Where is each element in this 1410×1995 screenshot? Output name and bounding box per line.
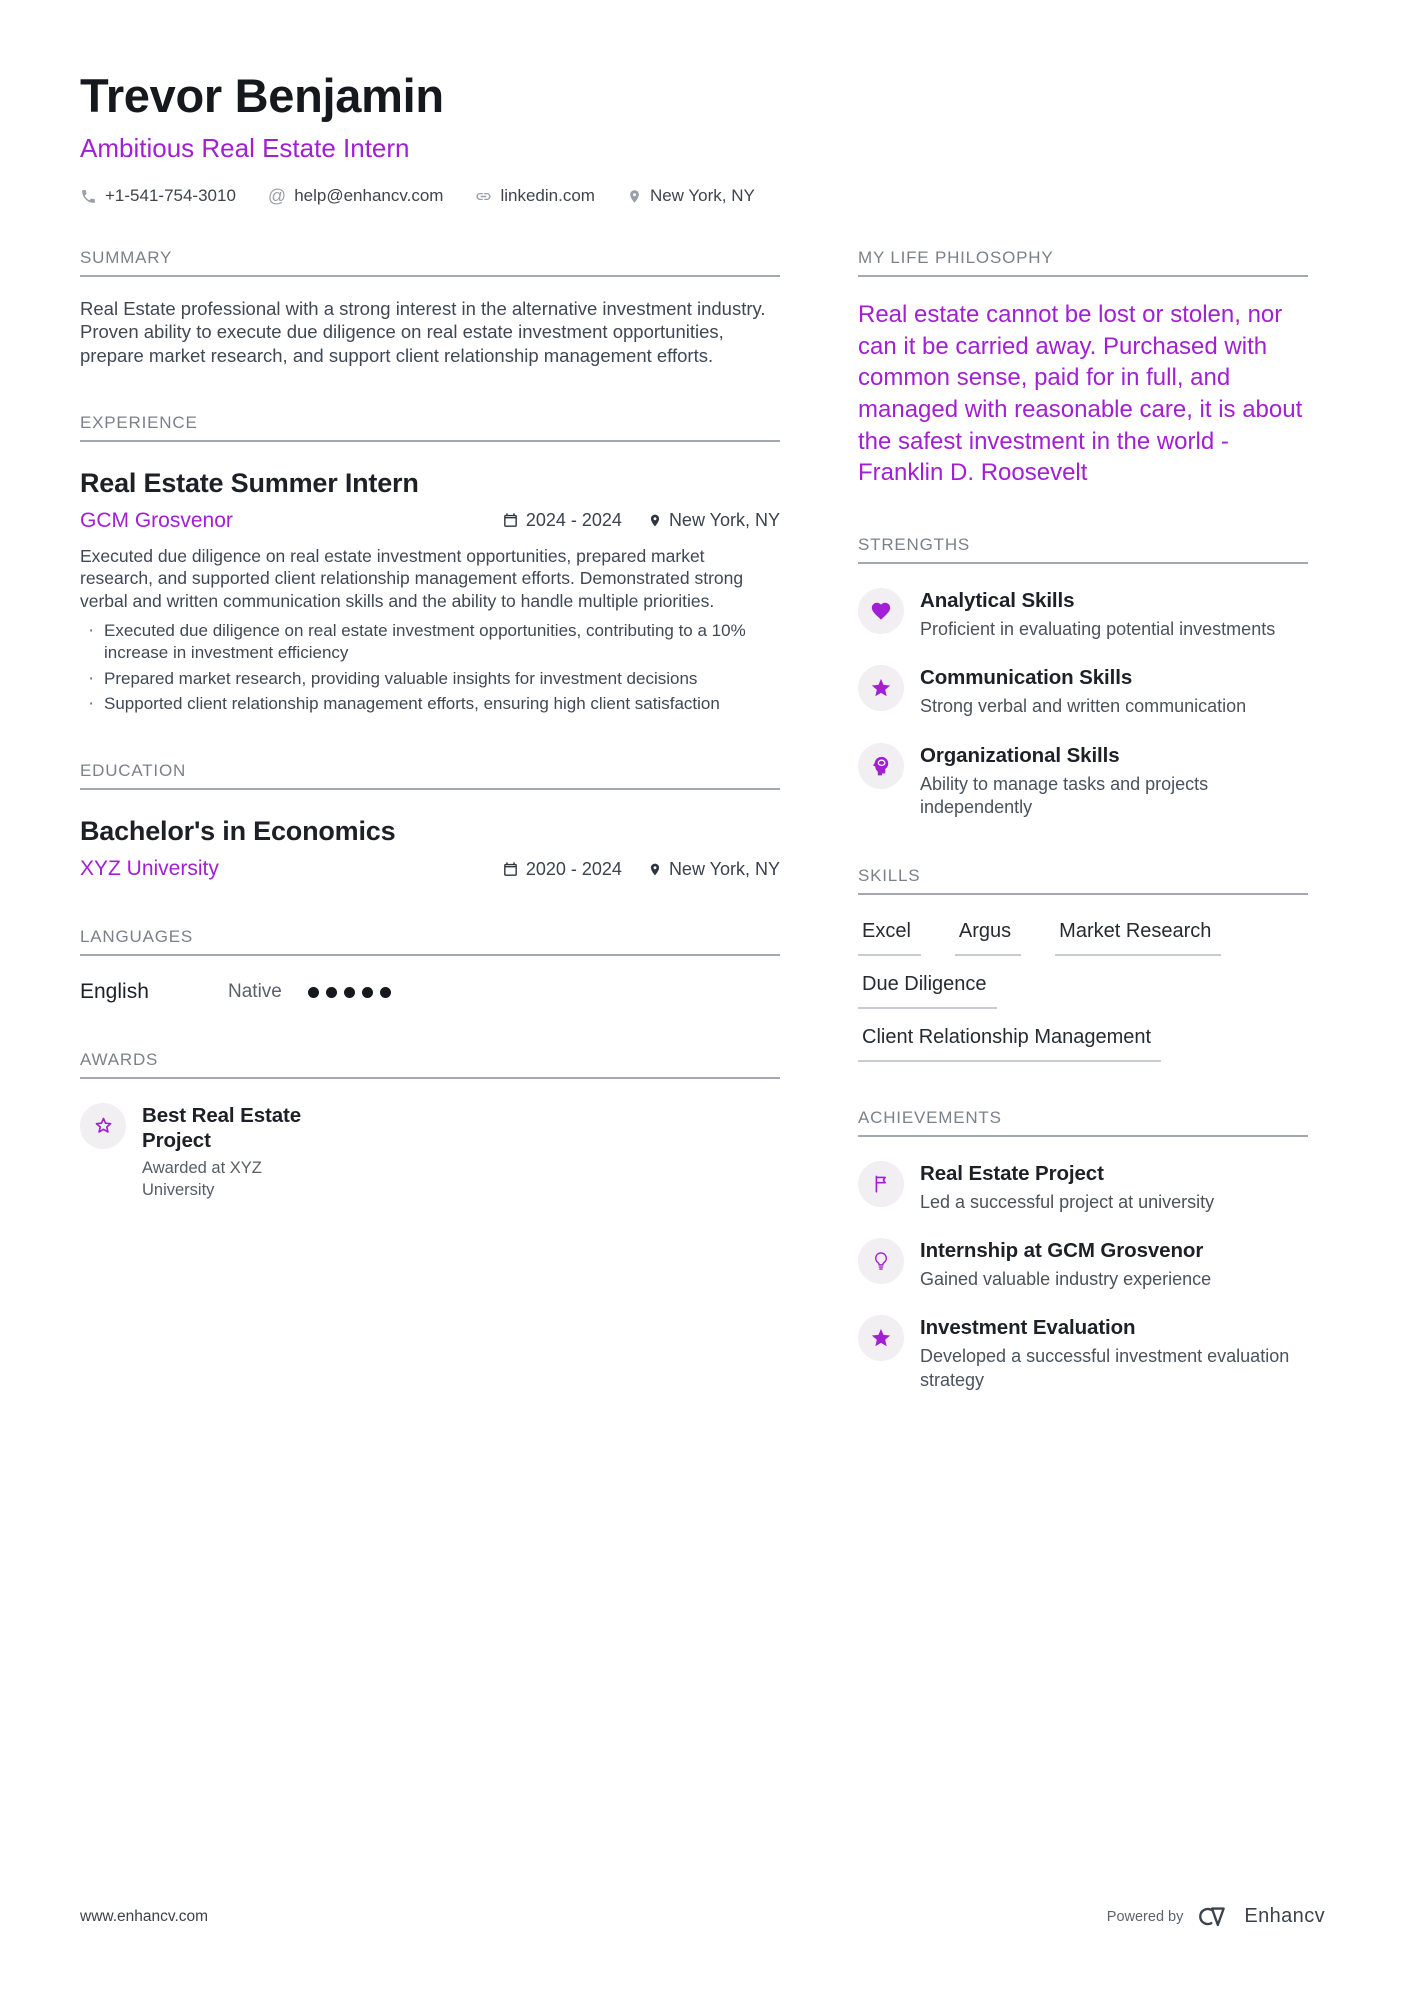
contact-location: [627, 186, 755, 206]
location-pin-icon: [648, 861, 662, 878]
experience-description: Executed due diligence on real estate investment opportunities, prepared market research, and supported client relationship management efforts. Demonstrated strong verbal and written communication skills and the ability to handle multiple priorities.: [80, 545, 744, 611]
page-footer: [80, 1904, 1325, 1929]
education-meta-right: [502, 859, 780, 880]
flag-icon: [858, 1161, 904, 1207]
head-brain-icon: [858, 743, 904, 789]
contact-email-text: help@enhancv.com: [294, 186, 444, 205]
star-outline-icon: [80, 1103, 126, 1149]
strength-text: [920, 588, 1275, 641]
education-location: [648, 859, 780, 880]
language-rating-dot: [380, 987, 391, 998]
language-rating-dot: [326, 987, 337, 998]
heart-icon: [858, 588, 904, 634]
skills-heading: SKILLS: [858, 866, 1308, 895]
experience-section: [80, 413, 780, 715]
language-rating-dot: [344, 987, 355, 998]
phone-icon: [80, 188, 97, 205]
achievement-item: [858, 1315, 1308, 1392]
experience-location: [648, 510, 780, 531]
achievement-description: Gained valuable industry experience: [920, 1268, 1212, 1289]
skill-tag: Market Research: [1055, 920, 1221, 956]
philosophy-quote: Real estate cannot be lost or stolen, nor can it be carried away. Purchased with common sense, paid for in full, and managed with reasonable care, it is about the safest investment in the world - Franklin D. Roosevelt: [858, 301, 1303, 487]
strength-item: [858, 665, 1308, 718]
experience-bullet: · Prepared market research, providing valuable insights for investment decisions: [80, 668, 780, 690]
education-dates: [502, 859, 622, 880]
contact-location-text: New York, NY: [649, 186, 755, 205]
footer-website-link[interactable]: www.enhancv.com: [80, 1907, 209, 1925]
achievement-title: Investment Evaluation: [920, 1316, 1136, 1340]
star-icon: [858, 665, 904, 711]
contact-phone[interactable]: [80, 186, 236, 206]
calendar-icon: [502, 861, 519, 878]
awards-heading: AWARDS: [80, 1050, 780, 1079]
language-level: Native: [228, 981, 282, 1003]
achievement-text: [920, 1315, 1308, 1392]
languages-heading: LANGUAGES: [80, 927, 780, 956]
language-rating-dot: [362, 987, 373, 998]
lightbulb-icon: [858, 1238, 904, 1284]
contact-linkedin-text: linkedin.com: [500, 186, 595, 205]
strengths-section: [858, 535, 1308, 820]
experience-bullet: · Supported client relationship management efforts, ensuring high client satisfaction: [80, 693, 780, 715]
strength-description: Strong verbal and written communication: [920, 696, 1247, 717]
contact-linkedin[interactable]: [475, 186, 595, 206]
experience-company: GCM Grosvenor: [80, 508, 233, 532]
education-item: [80, 816, 780, 881]
enhancv-brand-name: Enhancv: [1244, 1905, 1325, 1927]
award-title: Best Real Estate Project: [142, 1104, 302, 1153]
right-column: [858, 248, 1308, 1438]
experience-dates: [502, 510, 622, 531]
star-icon: [858, 1315, 904, 1361]
achievements-heading: ACHIEVEMENTS: [858, 1108, 1308, 1137]
link-icon: [475, 188, 492, 205]
strength-text: [920, 743, 1308, 820]
achievement-text: [920, 1161, 1214, 1214]
language-rating: [308, 987, 391, 998]
education-meta-row: [80, 857, 780, 881]
strengths-heading: STRENGTHS: [858, 535, 1308, 564]
education-school: XYZ University: [80, 857, 219, 881]
contact-row: [80, 186, 1308, 206]
achievement-title: Real Estate Project: [920, 1161, 1104, 1185]
skill-tag: Excel: [858, 920, 921, 956]
achievements-section: [858, 1108, 1308, 1393]
achievement-text: [920, 1238, 1211, 1291]
summary-heading: SUMMARY: [80, 248, 780, 277]
skill-tag: Argus: [955, 920, 1021, 956]
achievement-description: Led a successful project at university: [920, 1191, 1215, 1212]
philosophy-section: [858, 248, 1308, 489]
achievement-item: [858, 1238, 1308, 1291]
achievement-item: [858, 1161, 1308, 1214]
location-pin-icon: [648, 512, 662, 529]
language-name: English: [80, 980, 149, 1004]
skill-tag: Due Diligence: [858, 973, 997, 1009]
person-job-title: Ambitious Real Estate Intern: [80, 133, 410, 163]
achievement-title: Internship at GCM Grosvenor: [920, 1238, 1204, 1262]
experience-location-text: New York, NY: [668, 510, 780, 531]
resume-header: [80, 68, 1308, 206]
strength-item: [858, 743, 1308, 820]
at-icon: @: [267, 186, 287, 206]
experience-meta-row: [80, 509, 780, 533]
education-section: [80, 761, 780, 881]
language-item: [80, 980, 780, 1004]
strength-text: [920, 665, 1246, 718]
awards-section: [80, 1050, 780, 1201]
experience-dates-text: 2024 - 2024: [525, 510, 622, 531]
award-text: [142, 1103, 352, 1201]
experience-item: [80, 468, 780, 715]
person-name: Trevor Benjamin: [80, 69, 444, 122]
strength-title: Organizational Skills: [920, 743, 1120, 767]
education-degree: Bachelor's in Economics: [80, 816, 396, 847]
education-dates-text: 2020 - 2024: [525, 858, 622, 879]
powered-by-block[interactable]: [1107, 1904, 1325, 1929]
strength-title: Communication Skills: [920, 666, 1133, 690]
language-rating-dot: [308, 987, 319, 998]
strength-description: Proficient in evaluating potential investments: [920, 619, 1276, 640]
strength-item: [858, 588, 1308, 641]
summary-text: Real Estate professional with a strong interest in the alternative investment industry. Proven ability to execute due diligence on real estate investment opportunities, prepare market research, and support client relationship management efforts.: [80, 298, 766, 366]
philosophy-heading: MY LIFE PHILOSOPHY: [858, 248, 1308, 277]
powered-by-label: Powered by: [1106, 1908, 1184, 1925]
skill-list: [858, 903, 1308, 1062]
skill-tag: Client Relationship Management: [858, 1026, 1161, 1062]
strength-description: Ability to manage tasks and projects independently: [920, 773, 1209, 818]
strength-title: Analytical Skills: [920, 589, 1075, 613]
location-icon: [627, 188, 642, 205]
experience-role: Real Estate Summer Intern: [80, 467, 419, 498]
left-column: [80, 248, 780, 1438]
experience-bullets: [80, 620, 780, 715]
education-heading: EDUCATION: [80, 761, 780, 790]
award-item: [80, 1103, 780, 1201]
enhancv-logo-icon: [1195, 1904, 1232, 1929]
contact-email[interactable]: [268, 186, 444, 206]
education-location-text: New York, NY: [668, 858, 780, 879]
achievement-description: Developed a successful investment evaluation strategy: [920, 1346, 1290, 1390]
experience-bullet: · Executed due diligence on real estate investment opportunities, contributing to a 10% increase in investment efficiency: [80, 620, 780, 664]
resume-columns: [80, 248, 1308, 1438]
summary-section: [80, 248, 780, 367]
award-subtitle: Awarded at XYZ University: [142, 1159, 262, 1199]
experience-meta-right: [502, 510, 780, 531]
experience-heading: EXPERIENCE: [80, 413, 780, 442]
languages-section: [80, 927, 780, 1004]
skills-section: [858, 866, 1308, 1062]
calendar-icon: [502, 512, 519, 529]
contact-phone-text: +1-541-754-3010: [105, 186, 236, 205]
